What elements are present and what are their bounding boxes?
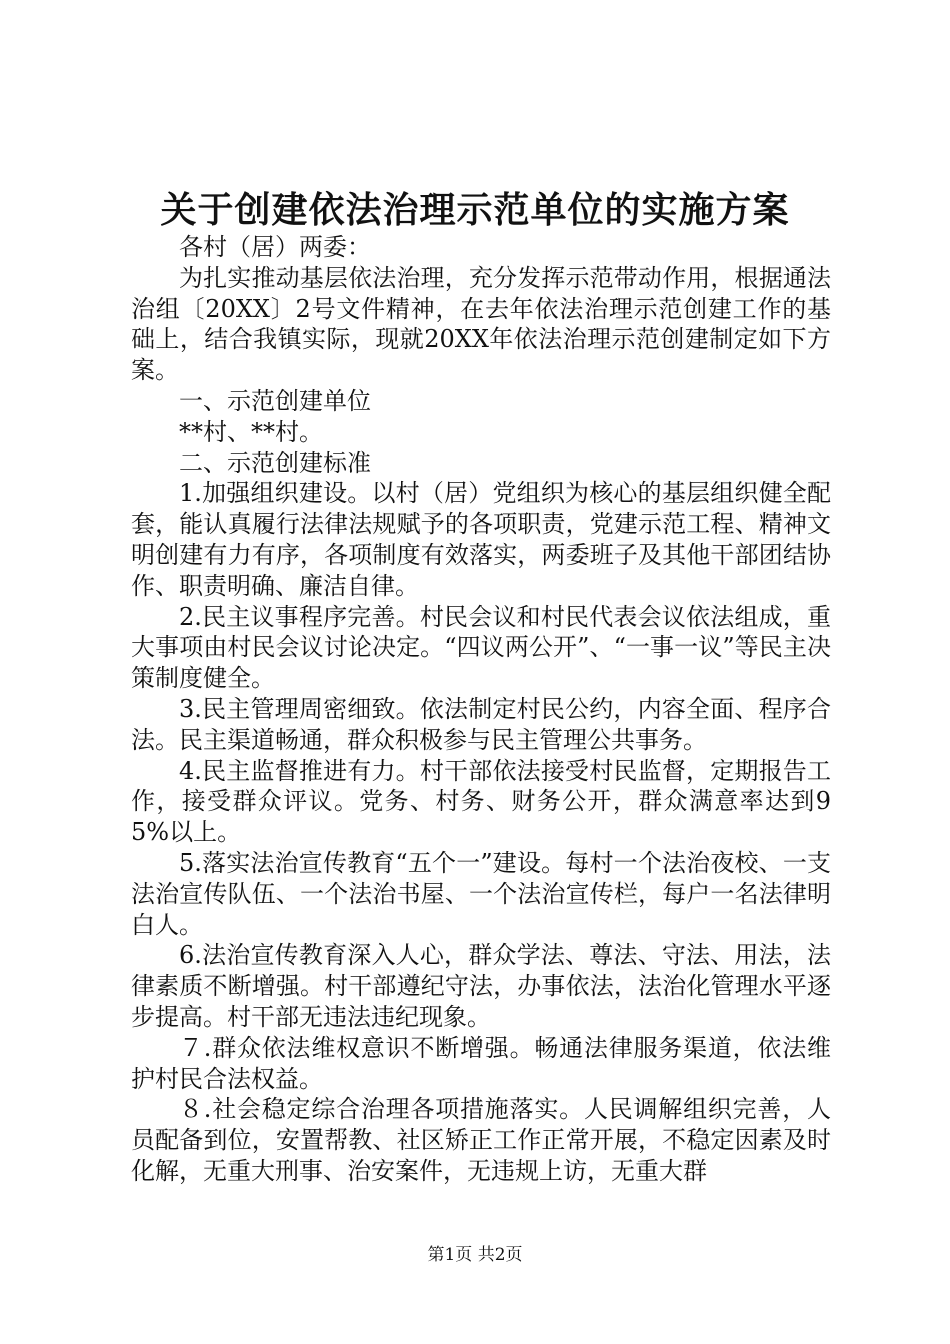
- paragraph-item-5: 5.落实法治宣传教育“五个一”建设。每村一个法治夜校、一支法治宣传队伍、一个法治书屋、一个法治宣传栏，每户一名法律明白人。: [131, 848, 831, 939]
- document-body: [131, 232, 831, 1187]
- paragraph-salutation: 各村（居）两委：: [179, 233, 371, 261]
- paragraph-intro: 为扎实推动基层依法治理，充分发挥示范带动作用，根据通法治组〔20XX〕2号文件精神，在去年依法治理示范创建工作的基础上，结合我镇实际，现就20XX年依法治理示范创建制定如下方案。: [131, 263, 831, 385]
- section-heading-1: 一、示范创建单位: [179, 386, 371, 415]
- paragraph-item-6: 6.法治宣传教育深入人心，群众学法、尊法、守法、用法，法律素质不断增强。村干部遵纪守法，办事依法，法治化管理水平逐步提高。村干部无违法违纪现象。: [131, 941, 831, 1031]
- paragraph-item-3: 3.民主管理周密细致。依法制定村民公约，内容全面、程序合法。民主渠道畅通，群众积极参与民主管理公共事务。: [131, 694, 831, 754]
- paragraph-units: **村、**村。: [179, 417, 323, 446]
- paragraph-item-2: 2.民主议事程序完善。村民会议和村民代表会议依法组成，重大事项由村民会议讨论决定。“四议两公开”、“一事一议”等民主决策制度健全。: [131, 602, 831, 693]
- paragraph-item-4: 4.民主监督推进有力。村干部依法接受村民监督，定期报告工作，接受群众评议。党务、村务、财务公开，群众满意率达到95%以上。: [131, 756, 831, 847]
- paragraph-item-1: 1.加强组织建设。以村（居）党组织为核心的基层组织健全配套，能认真履行法律法规赋予的各项职责，党建示范工程、精神文明创建有力有序，各项制度有效落实，两委班子及其他干部团结协作、职责明确、廉洁自律。: [131, 479, 831, 600]
- section-heading-2: 二、示范创建标准: [179, 448, 371, 477]
- document-title: 关于创建依法治理示范单位的实施方案: [160, 189, 790, 231]
- paragraph-item-8: ８.社会稳定综合治理各项措施落实。人民调解组织完善，人员配备到位，安置帮教、社区矫正工作正常开展，不稳定因素及时化解，无重大刑事、治安案件，无违规上访，无重大群: [131, 1095, 831, 1185]
- paragraph-item-7: ７.群众依法维权意识不断增强。畅通法律服务渠道，依法维护村民合法权益。: [131, 1033, 831, 1093]
- page-footer: 第1页 共2页: [427, 1245, 523, 1265]
